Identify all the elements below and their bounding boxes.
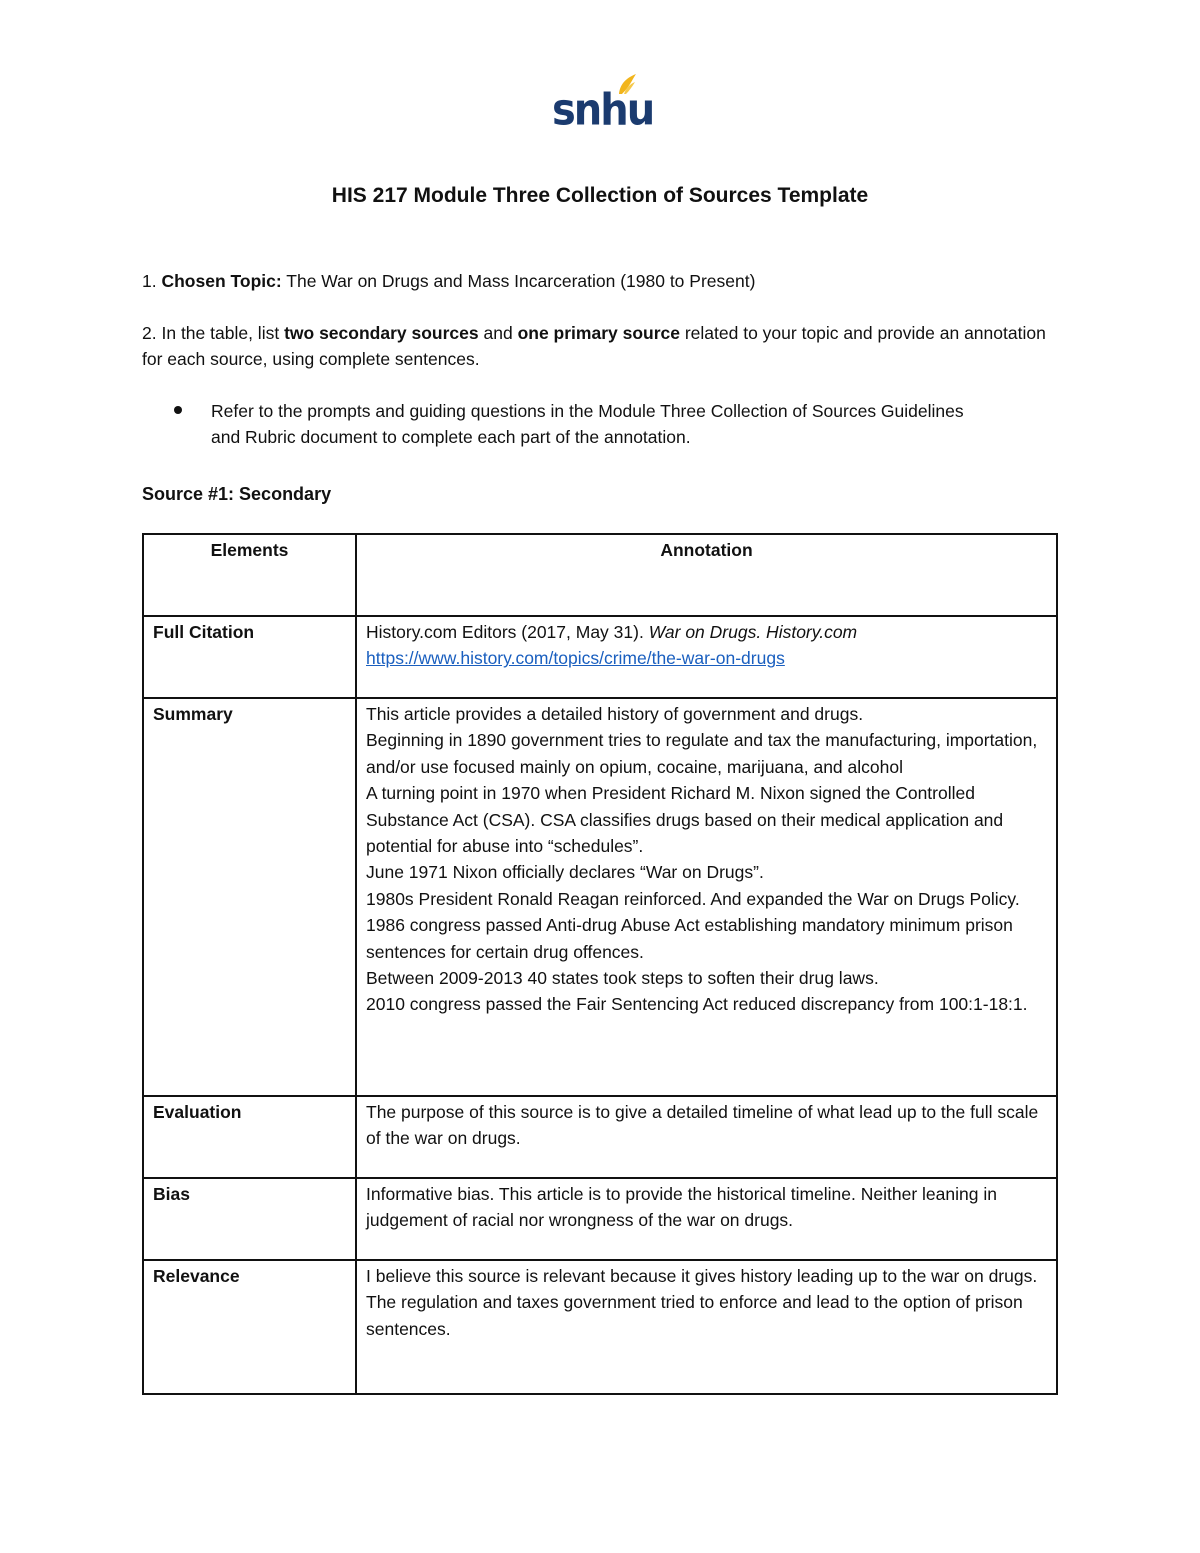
logo-wordmark: snhu xyxy=(552,84,654,136)
instructions-bold-2: one primary source xyxy=(517,323,680,343)
summary-line: A turning point in 1970 when President Richard M. Nixon signed the Controlled Substance Act (CSA). CSA classifies drugs based on their medical application and potential for abuse into “schedules”. xyxy=(366,783,1004,857)
element-label: Full Citation xyxy=(143,616,356,698)
summary-line: 1980s President Ronald Reagan reinforced. And expanded the War on Drugs Policy. xyxy=(366,888,1020,909)
item-number: 2. xyxy=(142,323,157,343)
instructions-text-2: and xyxy=(483,323,513,343)
instructions-bold-1: two secondary sources xyxy=(284,323,479,343)
instructions-text-3: related to your topic and provide an annotation for each source, using complete sentences. xyxy=(142,323,1046,369)
table-row xyxy=(143,616,1057,698)
citation-title: War on Drugs. History.com xyxy=(648,622,858,642)
summary-line: June 1971 Nixon officially declares “War on Drugs”. xyxy=(366,862,764,883)
chosen-topic-value: The War on Drugs and Mass Incarceration (1980 to Present) xyxy=(286,271,756,291)
summary-cell xyxy=(356,698,1057,1096)
summary-line: 2010 congress passed the Fair Sentencing Act reduced discrepancy from 100:1-18:1. xyxy=(366,994,1028,1015)
summary-line: This article provides a detailed history of government and drugs. xyxy=(366,704,864,724)
element-label: Relevance xyxy=(143,1260,356,1394)
evaluation-cell: The purpose of this source is to give a detailed timeline of what lead up to the full scale of the war on drugs. xyxy=(356,1096,1057,1178)
summary-line: Between 2009-2013 40 states took steps to soften their drug laws. xyxy=(366,968,879,989)
header-elements: Elements xyxy=(143,534,356,616)
element-label: Bias xyxy=(143,1178,356,1260)
table-row xyxy=(143,1260,1057,1394)
snhu-logo xyxy=(552,72,654,136)
summary-line: 1986 congress passed Anti-drug Abuse Act establishing mandatory minimum prison sentences for certain drug offences. xyxy=(366,915,1013,962)
summary-line: Beginning in 1890 government tries to regulate and tax the manufacturing, importation, and/or use focused mainly on opium, cocaine, marijuana, and alcohol xyxy=(366,730,1038,777)
table-header-row xyxy=(143,534,1057,616)
instructions-text-1: In the table, list xyxy=(161,323,280,343)
element-label: Summary xyxy=(143,698,356,1096)
citation-text: History.com Editors (2017, May 31). xyxy=(366,622,644,642)
bullet-icon xyxy=(174,406,182,414)
table-row xyxy=(143,1178,1057,1260)
element-label: Evaluation xyxy=(143,1096,356,1178)
bullet-text: Refer to the prompts and guiding questions in the Module Three Collection of Sources Guidelines and Rubric document to complete each part of the annotation. xyxy=(211,401,964,447)
table-row xyxy=(143,1096,1057,1178)
chosen-topic xyxy=(142,268,1062,294)
citation-cell xyxy=(356,616,1057,698)
relevance-cell: I believe this source is relevant because it gives history leading up to the war on drugs. The regulation and taxes government tried to enforce and lead to the option of prison sentences. xyxy=(356,1260,1057,1394)
item-number: 1. xyxy=(142,271,157,291)
instructions xyxy=(142,320,1062,372)
citation-link[interactable]: https://www.history.com/topics/crime/the-war-on-drugs xyxy=(366,648,785,669)
page-title: HIS 217 Module Three Collection of Sources Template xyxy=(331,184,869,207)
bias-cell: Informative bias. This article is to provide the historical timeline. Neither leaning in judgement of racial nor wrongness of the war on drugs. xyxy=(356,1178,1057,1260)
table-row xyxy=(143,698,1057,1096)
chosen-topic-label: Chosen Topic: xyxy=(161,271,282,291)
annotation-table xyxy=(142,533,1058,1395)
source-heading: Source #1: Secondary xyxy=(142,484,332,504)
header-annotation: Annotation xyxy=(356,534,1057,616)
